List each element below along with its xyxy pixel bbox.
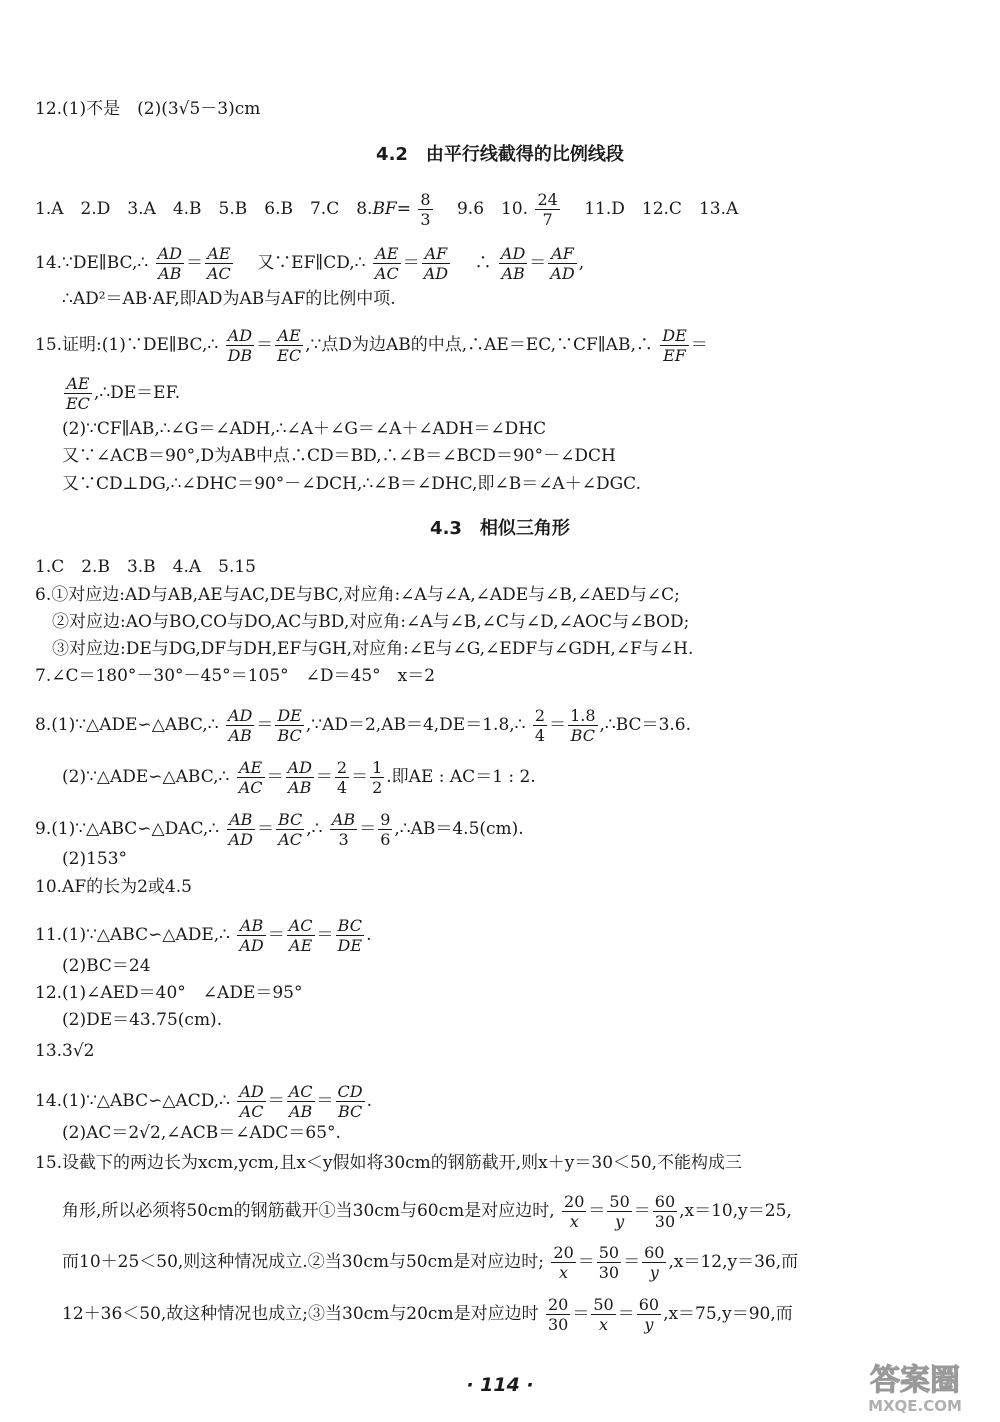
answer-8-2: (2)∵△ADE∽△ABC,∴ $\frac{AE}{AC}$ ＝ $\frac{AD}{AB}$ ＝ $\frac{2}{4}$ ＝ $\frac{1}{2}$ .即AE : AC＝1 : 2. <box>62 758 536 797</box>
answers-4-2-line1: 1.A 2.D 3.A 4.B 5.B 6.B 7.C 8.BF= $\frac{8}{3}$ 9.6 10. $\frac{24}{7}$ 11.D 12.C 13.A <box>35 190 739 229</box>
answer-15-part2-line2: 又∵∠ACB＝90°,D为AB中点∴CD＝BD,∴∠B＝∠BCD＝90°－∠DCH <box>62 446 616 466</box>
answer-13: 13.3√2 <box>35 1041 95 1061</box>
answer-15-part1: 15.证明:(1)∵DE∥BC,∴ $\frac{AD}{DB}$ ＝ $\frac{AE}{EC}$ ,∵点D为边AB的中点,∴AE＝EC,∵CF∥AB,∴ $\frac{DE}{EF}$ ＝ <box>35 326 708 365</box>
answer-6-2: ②对应边:AO与BO,CO与DO,AC与BD,对应角:∠A与∠B,∠C与∠D,∠AOC与∠BOD; <box>52 612 690 632</box>
answer-9-2: (2)153° <box>62 849 128 869</box>
answer-11-1: 11.(1)∵△ABC∽△ADE,∴ $\frac{AB}{AD}$ ＝ $\frac{AC}{AE}$ ＝ $\frac{BC}{DE}$ . <box>35 916 372 955</box>
answer-12-prev: 12.(1)不是 (2)(3√5－3)cm <box>35 99 261 119</box>
answer-12-2: (2)DE＝43.75(cm). <box>62 1010 223 1030</box>
answers-4-3-line1: 1.C 2.B 3.B 4.A 5.15 <box>35 557 256 577</box>
answer-15-line1: 15.设截下的两边长为xcm,ycm,且x＜y假如将30cm的钢筋截开,则x＋y＝30＜50,不能构成三 <box>35 1153 743 1173</box>
answer-6-1: 6.①对应边:AD与AB,AE与AC,DE与BC,对应角:∠A与∠A,∠ADE与∠B,∠AED与∠C; <box>35 585 680 605</box>
answer-14: 14.∵DE∥BC,∴ $\frac{AD}{AB}$ ＝ $\frac{AE}{AC}$ 又∵EF∥CD,∴ $\frac{AE}{AC}$ ＝ $\frac{AF}{AD}$ ∴ $\frac{AD}{AB}$ ＝ $\frac{AF}{AD}$ , <box>35 244 585 283</box>
answer-8-1: 8.(1)∵△ADE∽△ABC,∴ $\frac{AD}{AB}$ ＝ $\frac{DE}{BC}$ ,∵AD＝2,AB＝4,DE＝1.8,∴ $\frac{2}{4}$ ＝ $\frac{1.8}{BC}$ ,∴BC＝3.6. <box>35 706 692 745</box>
answer-15-line3: 而10＋25＜50,则这种情况成立.②当30cm与50cm是对应边时; $\frac{20}{x}$ ＝ $\frac{50}{30}$ ＝ $\frac{60}{y}$ ,x＝12,y＝36,而 <box>62 1243 799 1282</box>
answer-7: 7.∠C＝180°－30°－45°＝105° ∠D＝45° x＝2 <box>35 666 436 686</box>
answer-15-line4: 12＋36＜50,故这种情况也成立;③当30cm与20cm是对应边时 $\frac{20}{30}$ ＝ $\frac{50}{x}$ ＝ $\frac{60}{y}$ ,x＝75,y＝90,而 <box>62 1295 793 1334</box>
svg-text:MXQE.COM: MXQE.COM <box>868 1397 962 1415</box>
section-title-4-3: 4.3 相似三角形 <box>430 518 570 539</box>
answer-15-part2-line1: (2)∵CF∥AB,∴∠G＝∠ADH,∴∠A＋∠G＝∠A＋∠ADH＝∠DHC <box>62 419 547 439</box>
answer-14-2: (2)AC＝2√2,∠ACB＝∠ADC＝65°. <box>62 1123 341 1143</box>
answer-6-3: ③对应边:DE与DG,DF与DH,EF与GH,对应角:∠E与∠G,∠EDF与∠GDH,∠F与∠H. <box>52 639 694 659</box>
answer-14-1: 14.(1)∵△ABC∽△ACD,∴ $\frac{AD}{AC}$ ＝ $\frac{AC}{AB}$ ＝ $\frac{CD}{BC}$ . <box>35 1082 373 1121</box>
answer-11-2: (2)BC＝24 <box>62 956 151 976</box>
watermark-logo <box>840 1356 990 1416</box>
answer-15-line2: 角形,所以必须将50cm的钢筋截开①当30cm与60cm是对应边时, $\frac{20}{x}$ ＝ $\frac{50}{y}$ ＝ $\frac{60}{30}$ ,x＝10,y＝25, <box>62 1192 792 1231</box>
answer-12-1: 12.(1)∠AED＝40° ∠ADE＝95° <box>35 983 303 1003</box>
svg-text:答案圈: 答案圈 <box>870 1363 960 1398</box>
answer-14-conclusion: ∴AD²＝AB·AF,即AD为AB与AF的比例中项. <box>62 289 396 309</box>
section-title-4-2: 4.2 由平行线截得的比例线段 <box>376 144 624 165</box>
answer-10: 10.AF的长为2或4.5 <box>35 877 192 897</box>
answer-15-part2-line3: 又∵CD⊥DG,∴∠DHC＝90°－∠DCH,∴∠B＝∠DHC,即∠B＝∠A＋∠DGC. <box>62 474 641 494</box>
answer-15-part1-cont: $\frac{AE}{EC}$ ,∴DE＝EF. <box>66 374 181 413</box>
answer-9-1: 9.(1)∵△ABC∽△DAC,∴ $\frac{AB}{AD}$ ＝ $\frac{BC}{AC}$ ,∴ $\frac{AB}{3}$ ＝ $\frac{9}{6}$ ,∴AB＝4.5(cm). <box>35 810 524 849</box>
page-number: · 114 · <box>466 1374 534 1396</box>
